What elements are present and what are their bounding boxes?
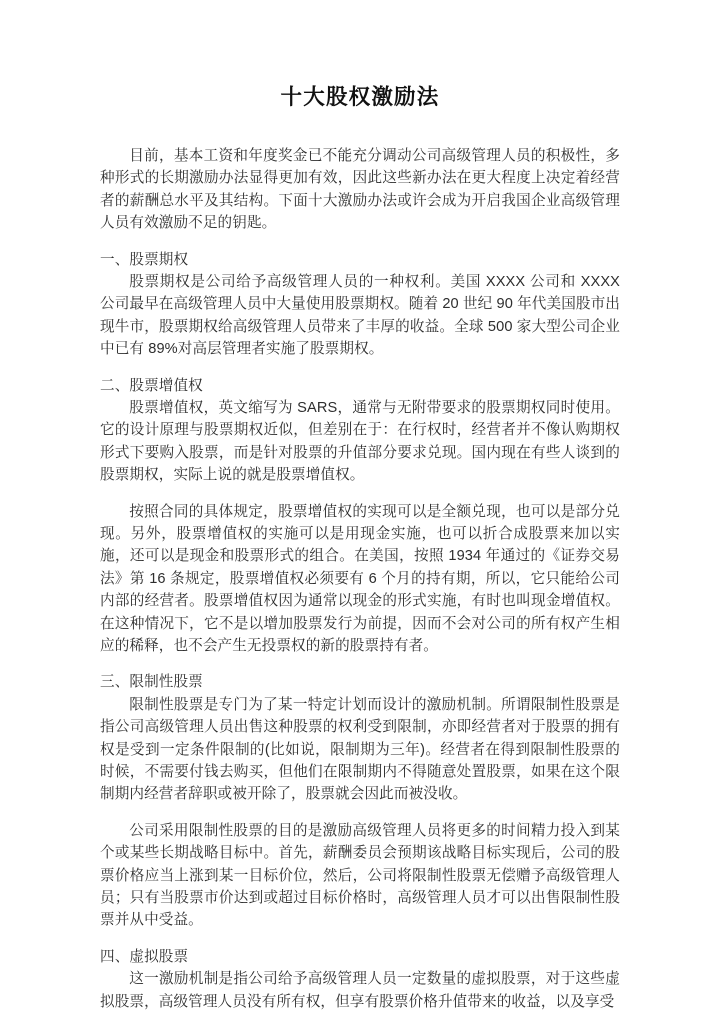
section-heading-1: 一、股票期权: [100, 251, 189, 268]
section-heading-3: 三、限制性股票: [100, 674, 203, 691]
section-3-paragraph-1: 限制性股票是专门为了某一特定计划而设计的激励机制。所谓限制性股票是指公司高级管理人员出售这种股票的权利受到限制，亦即经营者对于股票的拥有权是受到一定条件限制的(比如说，限制期为三年)。经营者在得到限制性股票的时候，不需要付钱去购买，但他们在限制期内不得随意处置股票，如果在这个限制期内经营者辞职或被开除了，股票就会因此而被没收。: [100, 696, 620, 803]
section-1-paragraph-1: 股票期权是公司给予高级管理人员的一种权利。美国 XXXX 公司和 XXXX 公司最早在高级管理人员中大量使用股票期权。随着 20 世纪 90 年代美国股市出现牛市，股票期权给高级管理人员带来了丰厚的收益。全球 500 家大型公司企业中已有 89%对高层管理者实施了股票期权。: [100, 273, 620, 358]
page-title: 十大股权激励法: [280, 85, 440, 109]
section-4-paragraph-1: 这一激励机制是指公司给予高级管理人员一定数量的虚拟股票，对于这些虚拟股票，高级管理人员没有所有权，但享有股票价格升值带来的收益，以及享受: [100, 971, 620, 1010]
section-2-paragraph-2: 按照合同的具体规定，股票增值权的实现可以是全额兑现，也可以是部分兑现。另外，股票增值权的实施可以是用现金实施，也可以折合成股票来加以实施，还可以是现金和股票形式的组合。在美国，按照 1934 年通过的《证券交易法》第 16 条规定，股票增值权必须要有 6 个月的持有期，所以，它只能给公司内部的经营者。股票增值权因为通常以现金的形式实施，有时也叫现金增值权。在这种情况下，它不是以增加股票发行为前提，因而不会对公司的所有权产生相应的稀释，也不会产生无投票权的新的股票持有者。: [100, 503, 620, 654]
intro-paragraph: 目前，基本工资和年度奖金已不能充分调动公司高级管理人员的积极性，多种形式的长期激励办法显得更加有效，因此这些新办法在更大程度上决定着经营者的薪酬总水平及其结构。下面十大激励办法或许会成为开启我国企业高级管理人员有效激励不足的钥匙。: [100, 147, 620, 232]
section-heading-2: 二、股票增值权: [100, 377, 203, 394]
section-2-paragraph-1: 股票增值权，英文缩写为 SARS，通常与无附带要求的股票期权同时使用。它的设计原理与股票期权近似，但差别在于：在行权时，经营者并不像认购期权形式下要购入股票，而是针对股票的升值部分要求兑现。国内现在有些人谈到的股票期权，实际上说的就是股票增值权。: [100, 399, 620, 484]
document-body: [100, 111, 620, 1013]
document-content: [100, 0, 620, 1013]
section-heading-4: 四、虚拟股票: [100, 948, 189, 965]
section-3-paragraph-2: 公司采用限制性股票的目的是激励高级管理人员将更多的时间精力投入到某个或某些长期战略目标中。首先，薪酬委员会预期该战略目标实现后，公司的股票价格应当上涨到某一目标价位，然后，公司将限制性股票无偿赠予高级管理人员；只有当股票市价达到或超过目标价格时，高级管理人员才可以出售限制性股票并从中受益。: [100, 822, 620, 929]
